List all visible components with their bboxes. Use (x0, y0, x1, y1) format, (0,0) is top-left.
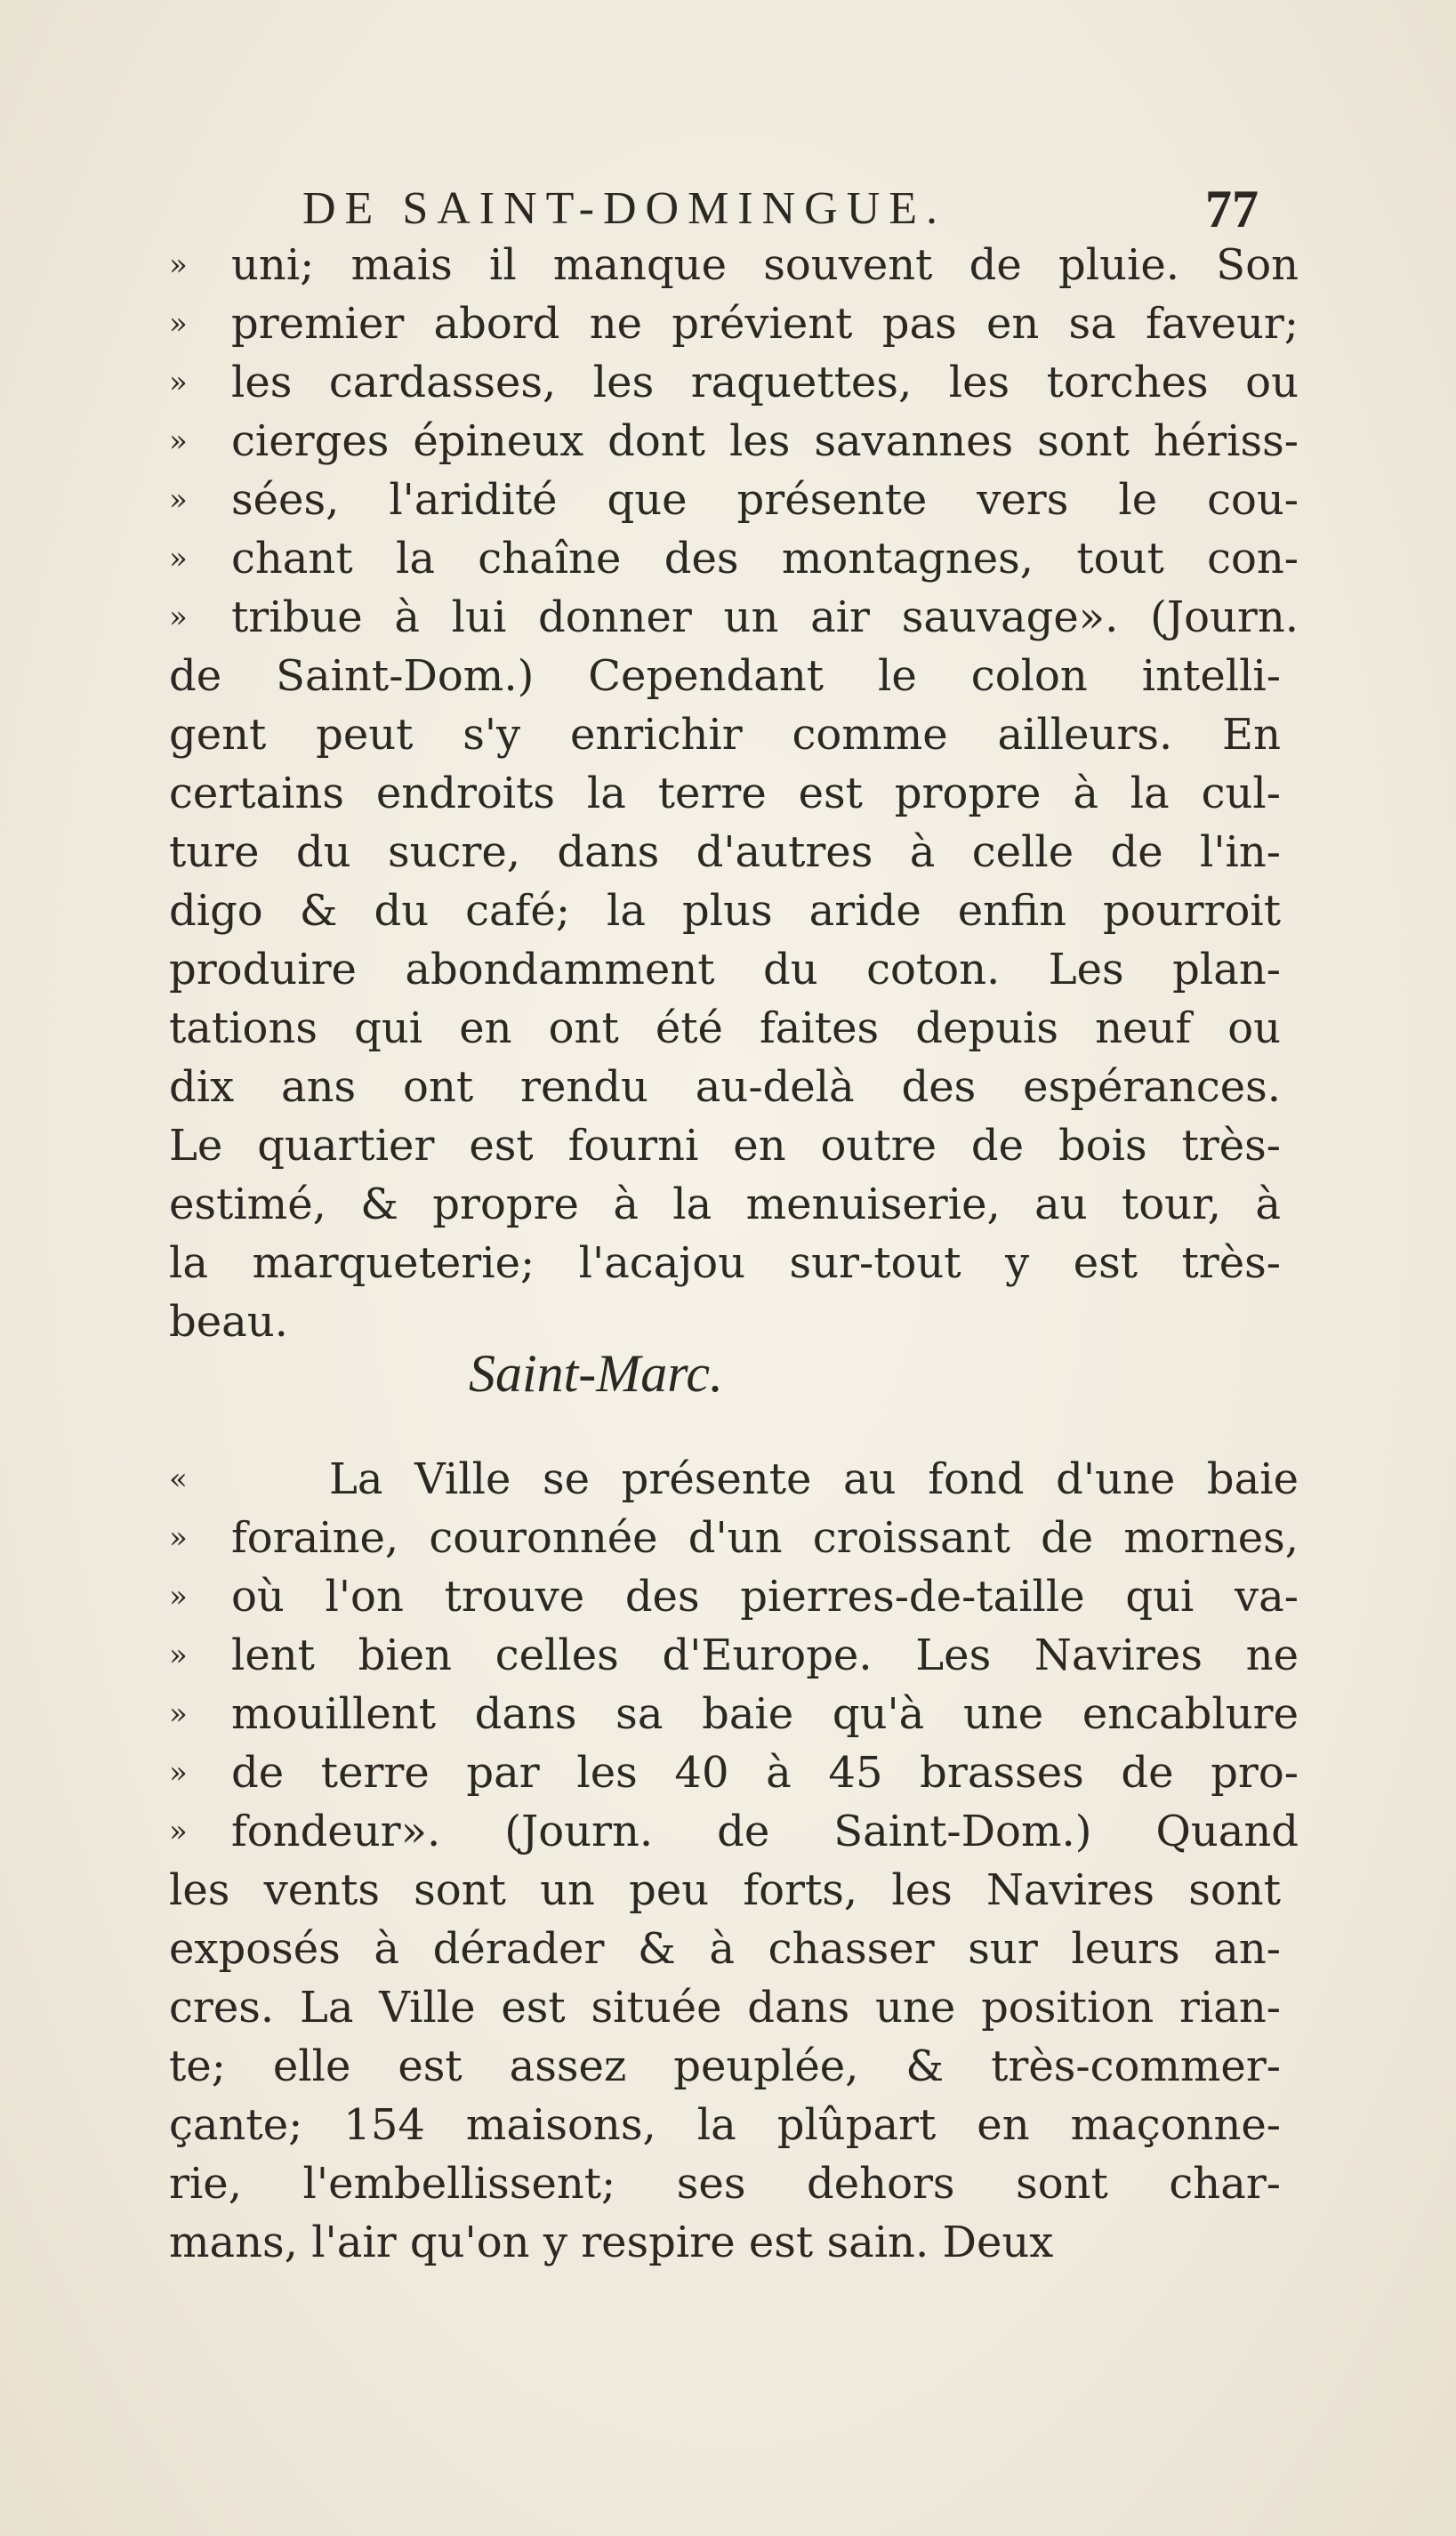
text-line: de terre par les 40 à 45 brasses de pro- (231, 1748, 1299, 1798)
quote-mark: » (169, 1814, 188, 1849)
text-line: La Ville se présente au fond d'une baie (329, 1454, 1299, 1504)
quote-mark: » (169, 1638, 188, 1673)
text-line: premier abord ne prévient pas en sa faveur; (231, 299, 1299, 349)
text-line: dix ans ont rendu au-delà des espérances. (169, 1062, 1281, 1112)
text-line: la marqueterie; l'acajou sur-tout y est très- (169, 1238, 1281, 1288)
text-line: lent bien celles d'Europe. Les Navires ne (231, 1630, 1299, 1680)
quote-mark: » (169, 482, 188, 518)
text-line: çante; 154 maisons, la plûpart en maçonne- (169, 2100, 1281, 2150)
text-line: fondeur». (Journ. de Saint-Dom.) Quand (231, 1807, 1299, 1856)
text-line: les cardasses, les raquettes, les torches ou (231, 358, 1299, 407)
quote-mark: » (169, 1579, 188, 1614)
text-line: Le quartier est fourni en outre de bois très- (169, 1121, 1281, 1171)
quote-mark: » (169, 365, 188, 400)
quote-mark: » (169, 1696, 188, 1732)
text-line: certains endroits la terre est propre à la cul- (169, 769, 1281, 818)
text-line: ture du sucre, dans d'autres à celle de l'in- (169, 827, 1281, 877)
text-line: où l'on trouve des pierres-de-taille qui va- (231, 1572, 1299, 1622)
quote-mark: » (169, 1520, 188, 1556)
quote-mark: » (169, 247, 188, 283)
quote-mark: » (169, 541, 188, 576)
running-title: DE SAINT-DOMINGUE. (302, 183, 947, 234)
text-line: chant la chaîne des montagnes, tout con- (231, 534, 1299, 584)
text-line: les vents sont un peu forts, les Navires sont (169, 1865, 1281, 1915)
quote-mark: « (169, 1461, 188, 1497)
text-line: de Saint-Dom.) Cependant le colon intelli- (169, 651, 1281, 701)
text-line: tations qui en ont été faites depuis neuf ou (169, 1003, 1281, 1053)
text-line: mans, l'air qu'on y respire est sain. Deux (169, 2218, 1054, 2267)
page-number: 77 (1205, 180, 1259, 238)
text-line: beau. (169, 1297, 288, 1347)
text-line: cres. La Ville est située dans une position rian- (169, 1983, 1281, 2033)
text-line: uni; mais il manque souvent de pluie. Son (231, 240, 1299, 290)
text-line: gent peut s'y enrichir comme ailleurs. En (169, 710, 1281, 760)
text-line: te; elle est assez peuplée, & très-commer- (169, 2041, 1281, 2091)
text-line: foraine, couronnée d'un croissant de mornes, (231, 1513, 1299, 1563)
quote-mark: » (169, 306, 188, 342)
text-line: rie, l'embellissent; ses dehors sont char- (169, 2159, 1281, 2209)
section-heading: Saint-Marc. (468, 1344, 724, 1403)
text-line: exposés à dérader & à chasser sur leurs an- (169, 1924, 1281, 1974)
quote-mark: » (169, 1755, 188, 1791)
quote-mark: » (169, 423, 188, 459)
text-line: sées, l'aridité que présente vers le cou- (231, 475, 1299, 525)
text-line: tribue à lui donner un air sauvage». (Journ. (231, 592, 1299, 642)
text-line: mouillent dans sa baie qu'à une encablure (231, 1689, 1299, 1739)
text-line: cierges épineux dont les savannes sont hériss- (231, 416, 1299, 466)
text-line: produire abondamment du coton. Les plan- (169, 945, 1281, 994)
text-line: digo & du café; la plus aride enfin pourroit (169, 886, 1281, 936)
quote-mark: » (169, 600, 188, 635)
text-line: estimé, & propre à la menuiserie, au tour, à (169, 1179, 1281, 1229)
